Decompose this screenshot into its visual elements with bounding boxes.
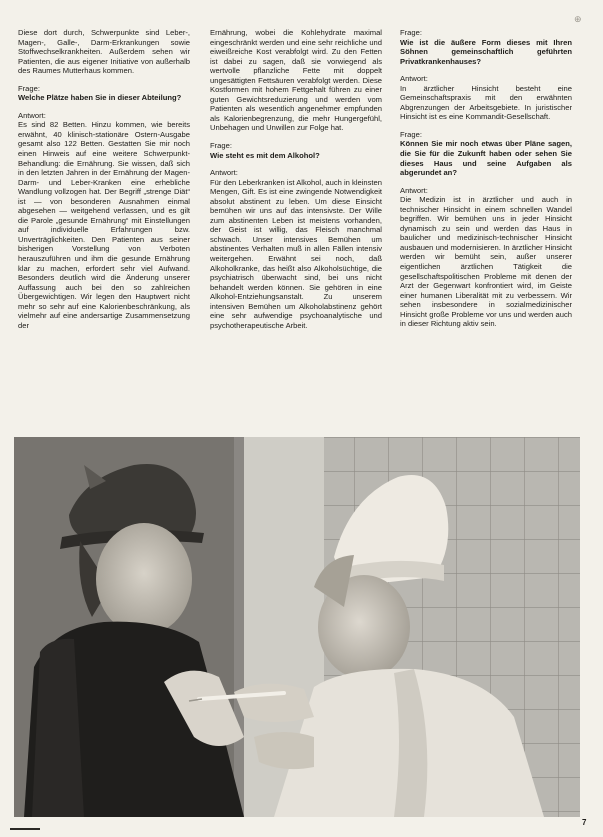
text-column-1 — [18, 28, 190, 338]
question-text: Wie steht es mit dem Alkohol? — [210, 150, 320, 160]
answer-label: Antwort: — [210, 168, 238, 178]
answer-text: In ärztlicher Hinsicht besteht eine Gemeinschaftspraxis mit den erwähnten Abgrenzungen der Arbeitsgebiete. In juristischer Hinsicht ist es eine Kommandit-Gesellschaft. — [400, 83, 572, 122]
text-column-3 — [400, 28, 572, 337]
corner-mark: ⊕ — [574, 14, 582, 24]
answer-text: Die Medizin ist in ärztlicher und auch in technischer Hinsicht in einem schnellen Wandel begriffen. Wir bemühen uns in jeder Hinsicht dynamisch zu sein und werden das Haus in baulicher und medizinisch-technischer Hinsicht ausbauen und modernisieren. In ärztlicher Hinsicht werden wir bemüht sein, außer unserer eigentlichen ärztlichen Tätigkeit die gesellschaftspolitischen Probleme mit denen der Arzt der Gegenwart konfrontiert wird, im Geiste einer humanen Liberalität mit zu verbessern. Wir sehen insbesondere in sozialmedizinischer Hinsicht große Probleme vor uns und werden auch in dieser Richtung aktiv sein. — [400, 195, 572, 329]
question-label: Frage: — [400, 129, 422, 139]
paragraph: Ernährung, wobei die Kohlehydrate maximal eingeschränkt werden und eine sehr reichliche und eiweißreiche Kost verabfolgt wird. Zu den Fetten ist dabei zu sagen, daß sie vorwiegend als wertvolle pflanzliche Fette mit doppelt ungesättigten Fettsäuren verabfolgt werden. Diese Kostformen mit hohem Fettgehalt führen zu einer guten Gewichtsreduzierung und werden vom Patienten als wesentlich angenehmer empfunden als Kalorienbegrenzung, die mehr Hungergefühl, Unbehagen und Unwillen zur Folge hat. — [210, 28, 382, 133]
question-text: Wie ist die äußere Form dieses mit Ihren Söhnen gemeinschaftlich geführten Privatkrankenhauses? — [400, 37, 572, 66]
answer-label: Antwort: — [400, 74, 428, 84]
page-number: 7 — [582, 818, 587, 827]
photo-nurse-giving-injection — [14, 437, 580, 817]
answer-text: Es sind 82 Betten. Hinzu kommen, wie bereits erwähnt, 40 klinisch-stationäre Ostern-Ausgabe gesamt also 122 Betten. Gestatten Sie mir noch einen Hinweis auf eine weitere Schwerpunkt-Behandlung: die Ernährung. Sie wissen, daß sich in den letzten Jahren in der Ernährung der Magen-Darm- und Leber-Kranken eine erhebliche Wandlung vollzogen hat. Der Begriff „strenge Diät“ ist — von besonderen Ausnahmen einmal abgesehen — weitgehend verlassen, und es gilt die Parole „gesunde Ernährung“ mit Einstellungen auf individuelle Erfahrungen bzw. Unverträglichkeiten. Den Patienten aus seiner bisherigen Vorstellung von Verboten herauszuführen und ihm die gesunde Ernährung klar zu machen, erfordert sehr viel Aufwand. Besonders deutlich wird die Änderung unserer Auffassung auch bei den so zahlreichen Übergewichtigen. Wir legen den Hauptwert nicht mehr so sehr auf eine Kalorienbeschränkung, als vielmehr auf eine andersartige Zusammensetzung der — [18, 120, 190, 330]
paragraph: Diese dort durch, Schwerpunkte sind Leber-, Magen-, Galle-, Darm-Erkrankungen sowie Stoffwechselkrankheiten. Außerdem sehen wir Patienten, die aus eigener Initiative von außerhalb des Raumes Mutterhaus kommen. — [18, 28, 190, 76]
question-label: Frage: — [400, 28, 422, 37]
question-label: Frage: — [210, 141, 232, 151]
answer-label: Antwort: — [18, 110, 46, 120]
question-label: Frage: — [18, 83, 40, 93]
answer-text: Für den Leberkranken ist Alkohol, auch in kleinsten Mengen, Gift. Es ist eine zwingende Notwendigkeit absolut abstinent zu leben. Um diese Einsicht bemühen wir uns auf das intensivste. Der Wille zum abstinenten Leben ist meistens vorhanden, der Geist ist willig, das Fleisch manchmal schwach. Unser intensives Bemühen um abstinentes Verhalten muß in allen Fällen intensiv weitergehen. Erwähnt sei noch, daß Alkoholkranke, das heißt also Alkoholsüchtige, die psychiatrisch überwacht sind, bei uns nicht behandelt werden können. Sie gehören in eine Alkohol-Entziehungsanstalt. Zu unserem intensiven Bemühen um Alkoholabstinenz gehört eine sehr aufwendige psychoanalytische und psychotherapeutische Arbeit. — [210, 177, 382, 330]
question-text: Welche Plätze haben Sie in dieser Abteilung? — [18, 93, 182, 103]
question-text: Können Sie mir noch etwas über Pläne sagen, die Sie für die Zukunft haben oder sehen Sie dieses Haus und seine Aufgaben als abgerundet an? — [400, 139, 572, 178]
answer-label: Antwort: — [400, 185, 428, 195]
text-column-2 — [210, 28, 382, 338]
footer-rule — [10, 828, 40, 830]
